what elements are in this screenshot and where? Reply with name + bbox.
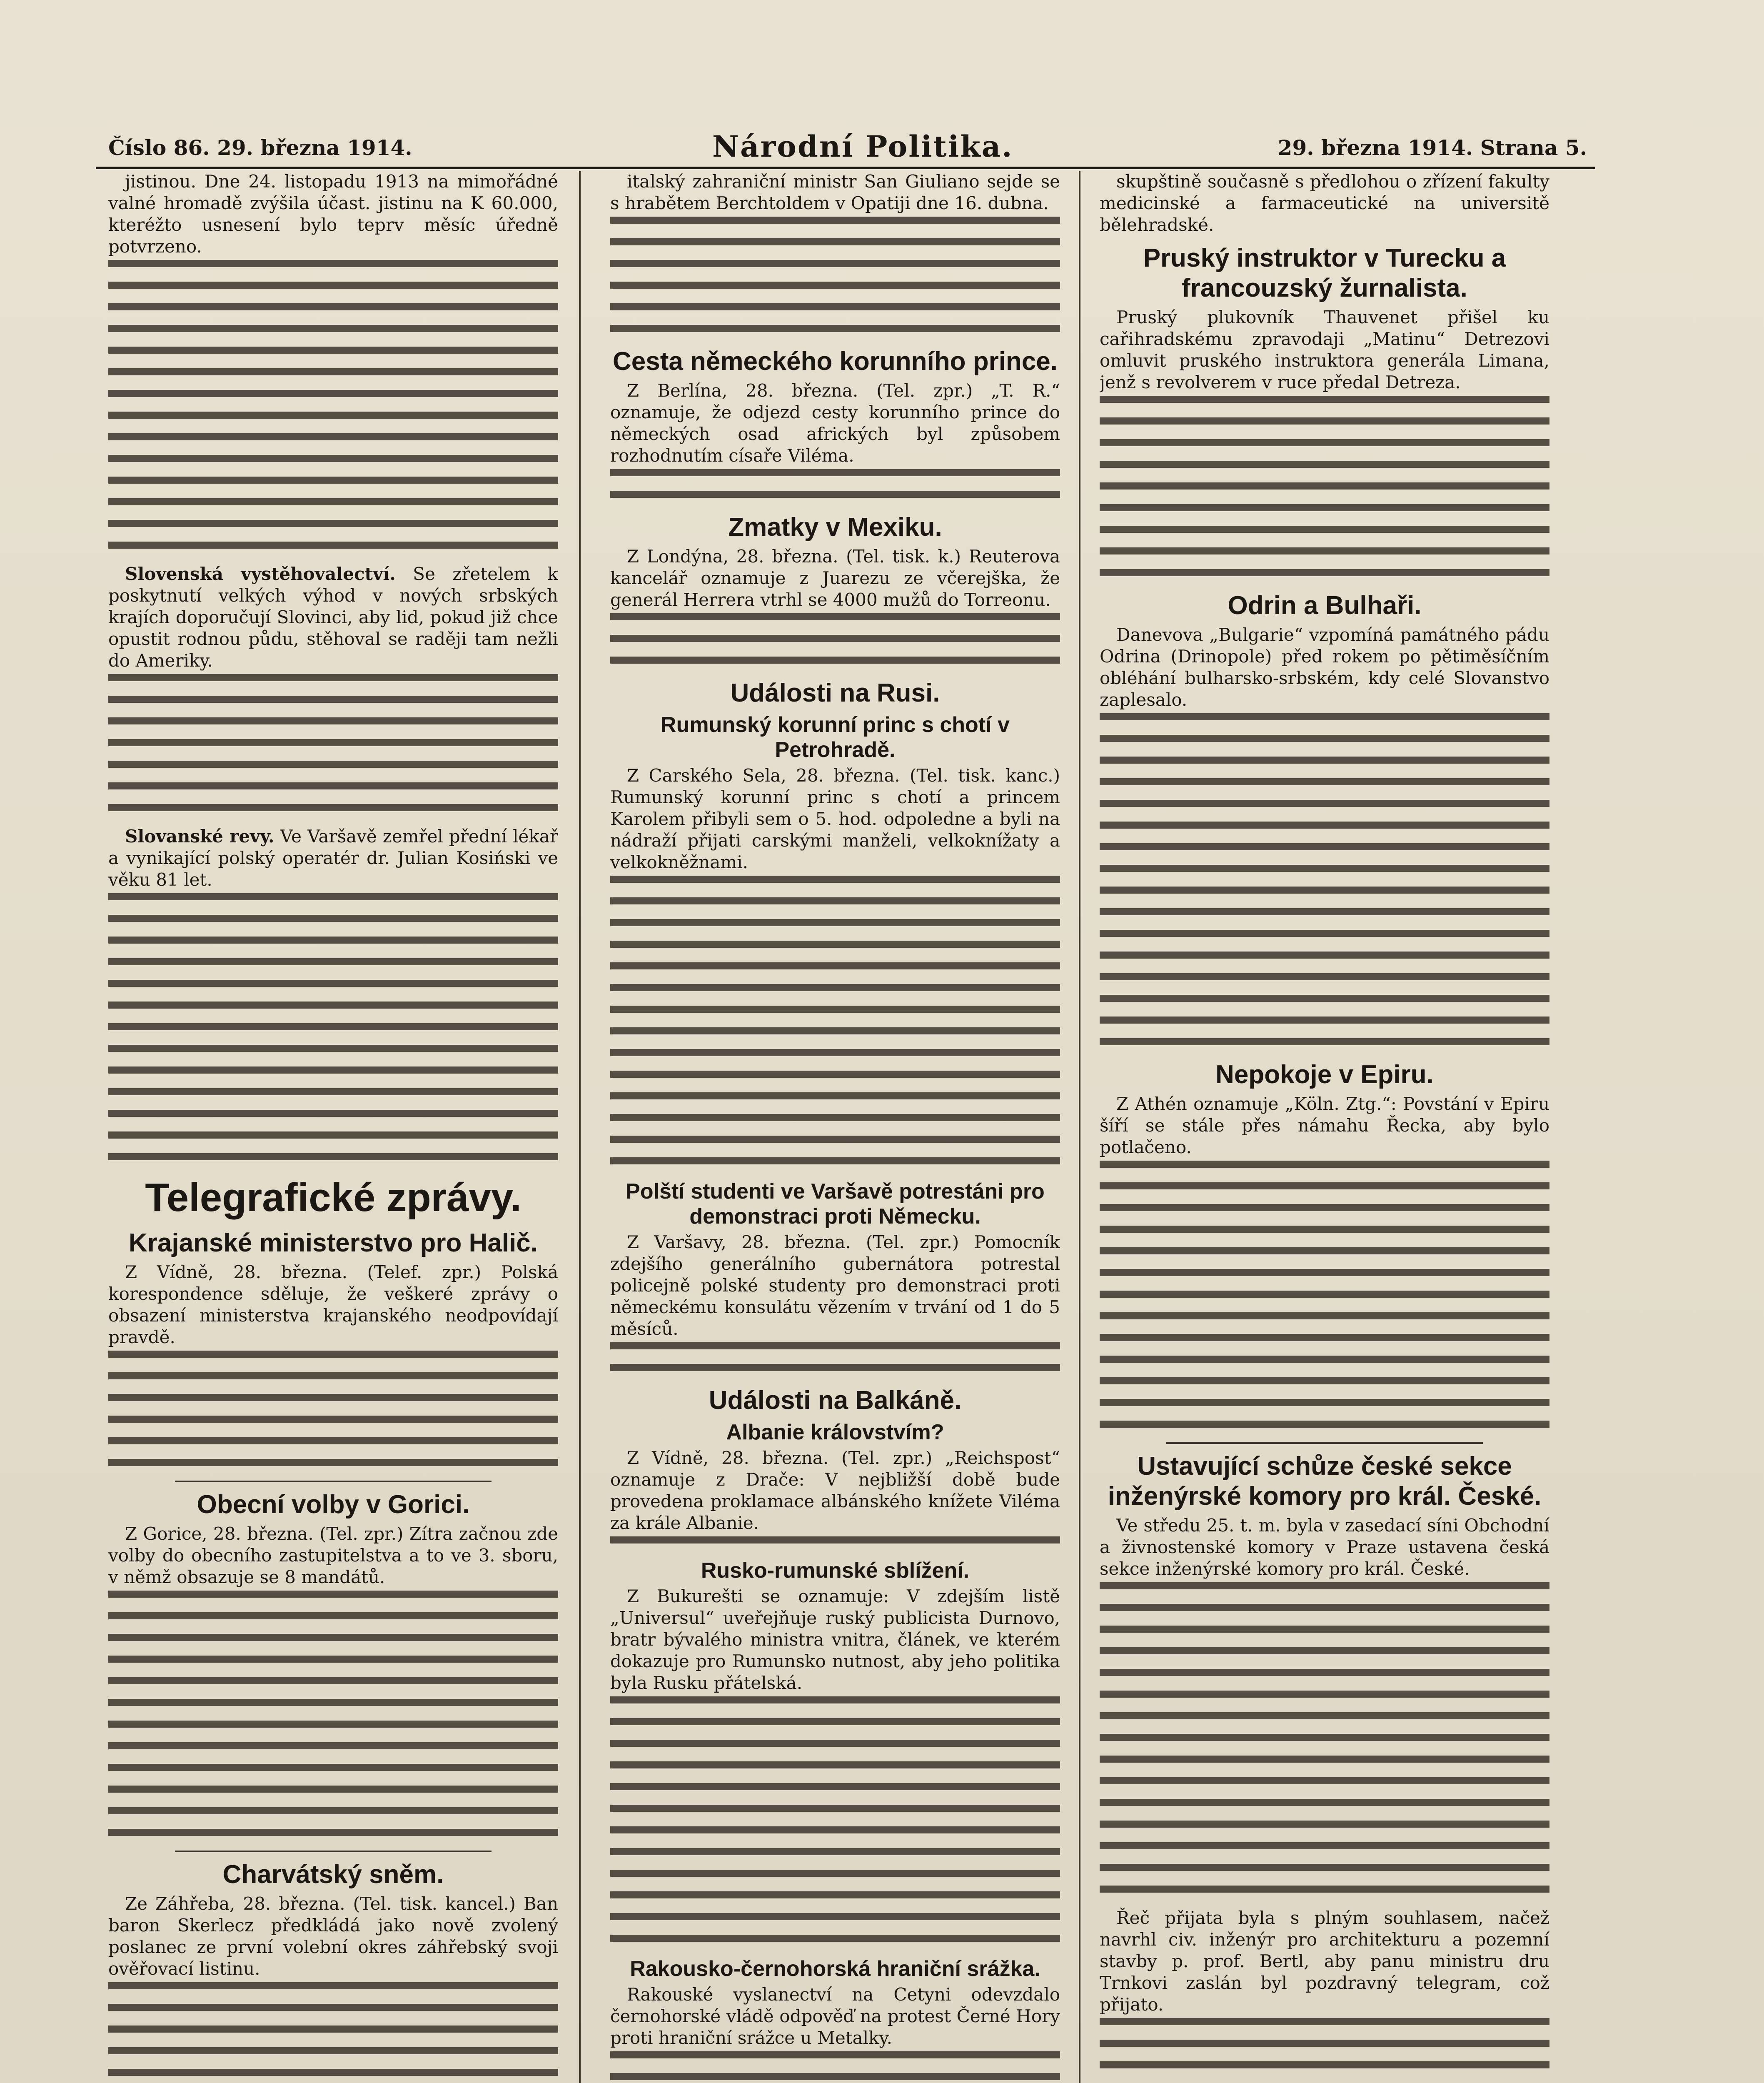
column-rule [579,171,581,2083]
article-paragraph: Z Gorice, 28. března. (Tel. zpr.) Zítra začnou zde volby do obecního zastupitelstva a to ve 3. sboru, v němž obsazuje se 8 mandátů. [108,1524,558,1587]
article-paragraph: Z Varšavy, 28. března. (Tel. zpr.) Pomocník zdejšího generálního gubernátora potrestal policejně polské studenty pro demonstraci proti německému konsulátu vězením v trvání od 1 do 5 měsíců. [610,1232,1060,1339]
article-paragraph: Slovanské revy. Ve Varšavě zemřel přední lékař a vynikající polský operatér dr. Julian Kosiński ve věku 81 let. [108,826,558,890]
masthead [96,125,1595,169]
article-paragraph: Ze Záhřeba, 28. března. (Tel. tisk. kancel.) Ban baron Skerlecz předkládá jako nově zvolený poslanec ze první volební okres záhřebský svoji ověřovací listinu. [108,1893,558,1979]
article-headline: Odrin a Bulhaři. [1228,591,1422,620]
article-headline: Cesta německého korunního prince. [612,347,1058,376]
text-lines [108,1591,558,1836]
separator [175,1481,492,1482]
article-paragraph: Řeč přijata byla s plným souhlasem, načež navrhl civ. inženýr pro architekturu a pozemní stavby p. prof. Bertl, aby panu ministru dru Trnkovi zaslán byl pozdravný telegram, což přijato. [1100,1908,1549,2015]
article-headline: Události na Rusi. [730,679,940,707]
article-paragraph: Z Vídně, 28. března. (Tel. zpr.) „Reichspost“ oznamuje z Drače: V nejbližší době bude provedena proklamace albánského knížete Viléma za krále Albanie. [610,1448,1060,1533]
article-subheadline: Rumunský korunní princ s chotí v Petrohradě. [661,713,1010,762]
text-lines [610,876,1060,1164]
article-paragraph: Pruský plukovník Thauvenet přišel ku cařihradskému zpravodaji „Matinu“ Detrezovi omluvit pruského instruktora generála Limana, jenž s revolverem v ruce předal Detreza. [1100,307,1549,392]
article-subheadline: Rakousko-černohorská hraniční srážka. [630,1957,1040,1981]
article-paragraph: Z Athén oznamuje „Köln. Ztg.“: Povstání v Epiru šíří se stále přes námahu Řecka, aby bylo potlačeno. [1100,1094,1549,1157]
page-info: 29. března 1914. Strana 5. [1277,135,1587,160]
article-paragraph: Z Londýna, 28. března. (Tel. tisk. k.) Reuterova kancelář oznamuje z Juarezu ze včerejška, že generál Herrera vtrhl se 4000 mužů do Torreonu. [610,546,1060,610]
article-paragraph: Z Vídně, 28. března. (Telef. zpr.) Polská korespondence sděluje, že veškeré zprávy o obsazení ministerstva krajanského neodpovídají pravdě. [108,1262,558,1347]
text-lines [610,2051,1060,2083]
article-subheadline: Polští studenti ve Varšavě potrestáni pro demonstraci proti Německu. [626,1179,1045,1229]
column-1 [108,171,558,2083]
article-paragraph: Z Bukurešti se oznamuje: V zdejším listě „Universul“ uveřejňuje ruský publicista Durnovo, bratr bývalého ministra vnitra, článek, ve kterém dokazuje pro Rumunsko nutnost, aby jeho politika byla Rusku přátelská. [610,1586,1060,1693]
issue-info: Číslo 86. 29. března 1914. [108,135,412,160]
article-paragraph: Danevova „Bulgarie“ vzpomíná památného pádu Odrina (Drinopole) před rokem po pětiměsíčním obléhání bulharsko-srbském, kdy celé Slovanstvo zaplesalo. [1100,624,1549,710]
article-subheadline: Rusko-rumunské sblížení. [701,1559,970,1583]
article-headline: Pruský instruktor v Turecku a francouzský žurnalista. [1143,244,1506,302]
column-2 [610,171,1060,2083]
article-headline: Obecní volby v Gorici. [197,1490,470,1519]
text-lines [1100,713,1549,1045]
column-rule [1079,171,1080,2083]
article-subheadline: Albanie královstvím? [726,1420,944,1444]
section-title: Telegrafické zprávy. [145,1175,521,1220]
article-paragraph: Slovenská vystěhovalectví. Se zřetelem k poskytnutí velkých výhod v nových srbských krajích doporučují Slovinci, aby lid, pokud již chce opustit rodnou půdu, stěhoval se raději tam nežli do Ameriky. [108,564,558,671]
text-lines [610,613,1060,664]
run-in-heading: Slovanské revy. [125,826,274,847]
article-headline: Zmatky v Mexiku. [728,513,942,542]
text-lines [108,1982,558,2083]
article-paragraph: Z Berlína, 28. března. (Tel. zpr.) „T. R.“ oznamuje, že odjezd cesty korunního prince do německých osad afrických byl způsobem rozhodnutím císaře Viléma. [610,380,1060,466]
separator [175,1851,492,1852]
article-paragraph: italský zahraniční ministr San Giuliano sejde se s hrabětem Berchtoldem v Opatiji dne 16. dubna. [610,171,1060,213]
text-lines [1100,396,1549,576]
article-paragraph: Z Carského Sela, 28. března. (Tel. tisk. kanc.) Rumunský korunní princ s chotí a princem Karolem přibyli sem o 5. hod. odpoledne a byli na nádraží přijati carskými manželi, velkoknížaty a velkokněžnami. [610,765,1060,872]
text-lines [610,469,1060,498]
article-paragraph: Rakouské vyslanectví na Cetyni odevzdalo černohorské vládě odpověď na protest Černé Hory proti hraniční srážce u Metalky. [610,1984,1060,2048]
separator [1166,1442,1483,1444]
column-3 [1100,171,1549,2083]
text-lines [610,1536,1060,1544]
newspaper-title: Národní Politika. [712,129,1013,164]
text-lines [108,674,558,811]
text-lines [610,1696,1060,1942]
text-lines [610,1342,1060,1371]
text-lines [1100,2018,1549,2083]
text-lines [108,260,558,549]
text-lines [108,893,558,1160]
article-headline: Ustavující schůze české sekce inženýrské komory pro král. České. [1108,1452,1542,1511]
article-headline: Charvátský sněm. [222,1860,444,1889]
article-paragraph: Ve středu 25. t. m. byla v zasedací síni Obchodní a živnostenské komory v Praze ustavena česká sekce inženýrské komory pro král. České. [1100,1515,1549,1579]
article-paragraph: jistinou. Dne 24. listopadu 1913 na mimořádné valné hromadě zvýšila účast. jistinu na K 60.000, kteréžto usnesení bylo teprv měsíc úředně potvrzeno. [108,171,558,257]
article-headline: Krajanské ministerstvo pro Halič. [128,1229,538,1257]
text-lines [108,1351,558,1466]
run-in-heading: Slovenská vystěhovalectví. [125,564,396,584]
article-headline: Události na Balkáně. [709,1386,962,1415]
text-lines [1100,1582,1549,1893]
text-lines [1100,1161,1549,1428]
article-headline: Nepokoje v Epiru. [1215,1060,1434,1089]
article-paragraph: skupštině současně s předlohou o zřízení fakulty medicinské a farmaceutické na universitě bělehradské. [1100,171,1549,235]
text-lines [610,217,1060,332]
